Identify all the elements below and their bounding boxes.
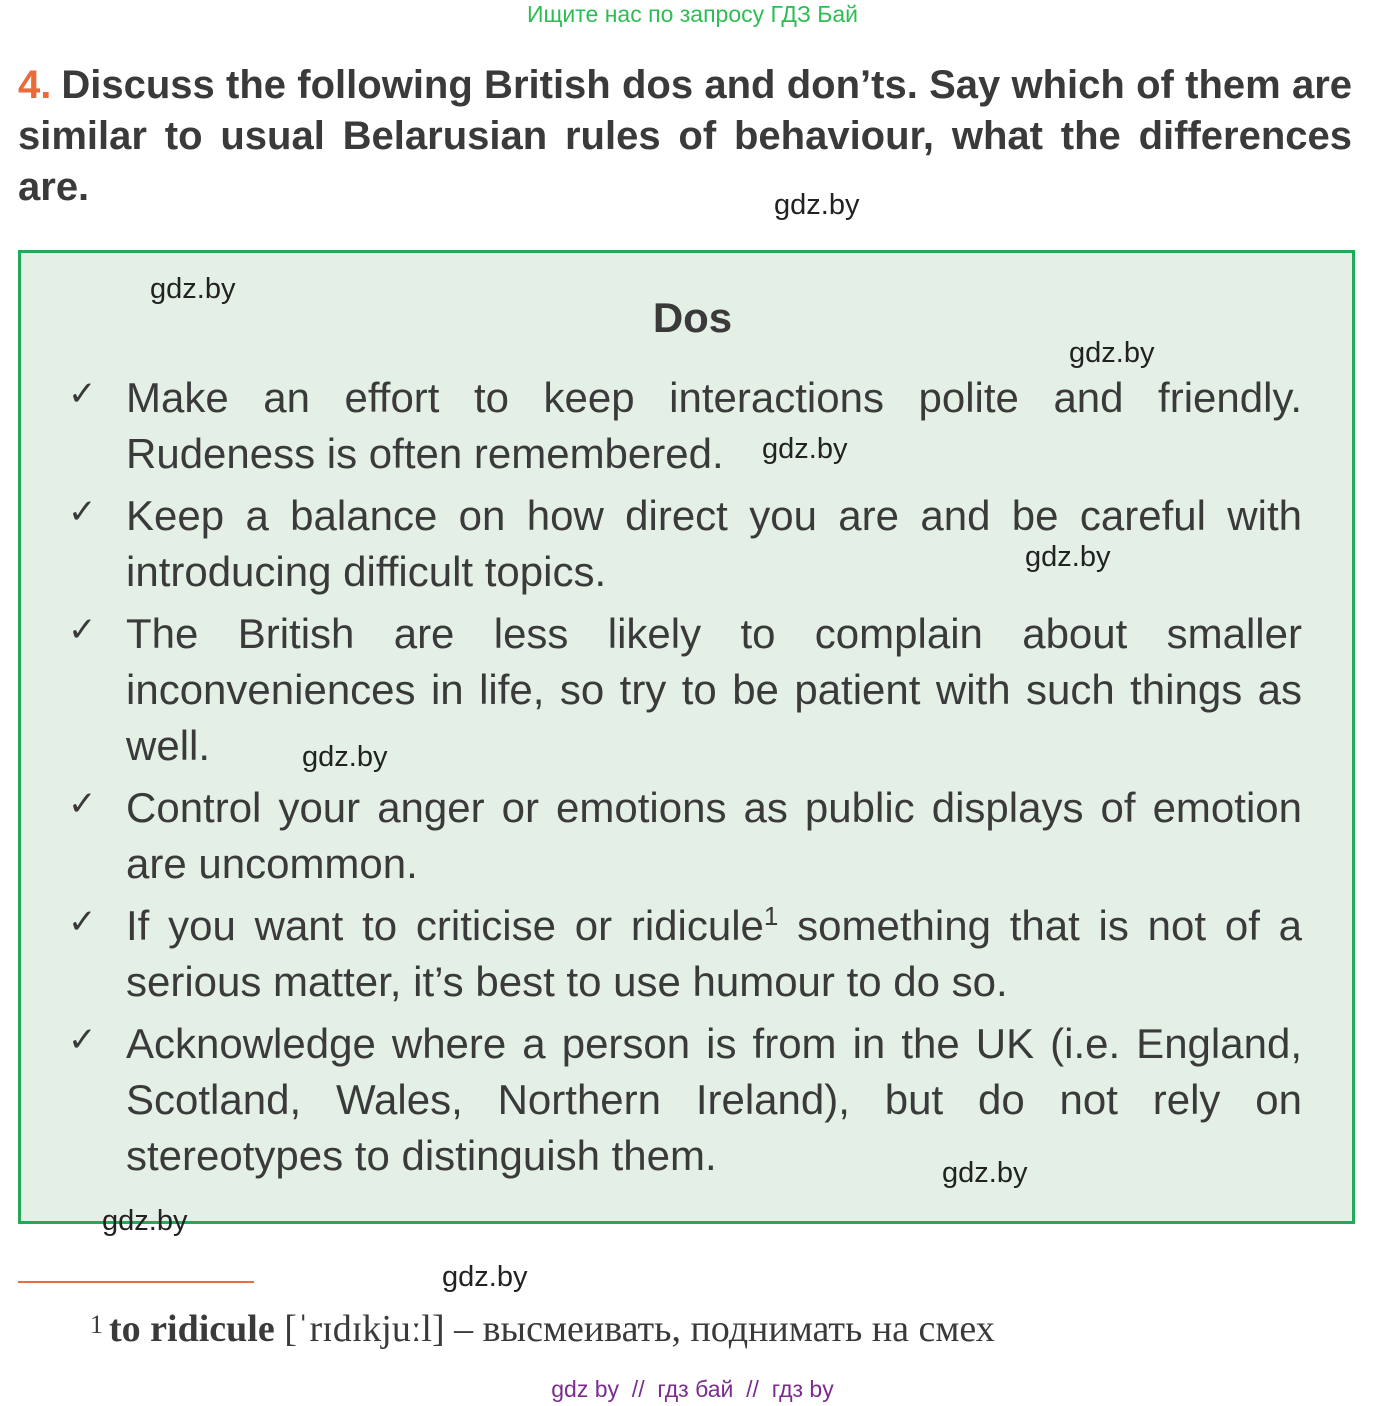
watermark: gdz.by	[774, 189, 860, 221]
list-item-text: Control your anger or emotions as public displays of emotion are uncommon.	[126, 784, 1302, 887]
footnote-divider	[18, 1281, 254, 1283]
footnote-reference: 1	[763, 901, 779, 931]
check-icon: ✓	[68, 610, 97, 650]
footnote-transcription: [ˈrɪdɪkjuːl]	[274, 1308, 445, 1350]
watermark: gdz.by	[942, 1157, 1028, 1189]
bottom-banner: gdz by // гдз бай // гдз by	[551, 1376, 834, 1402]
list-item-text: Keep a balance on how direct you are and be careful with introducing difficult topics.	[126, 492, 1302, 595]
list-item-text: Make an effort to keep interactions polite and friendly. Rudeness is often remembered.	[126, 374, 1302, 477]
watermark: gdz.by	[1025, 541, 1111, 573]
task-instruction	[18, 60, 1352, 213]
footnote-word: to ridicule	[109, 1308, 275, 1350]
watermark: gdz.by	[762, 433, 848, 465]
watermark: gdz.by	[102, 1205, 188, 1237]
list-item	[0, 898, 1385, 1010]
watermark: gdz.by	[442, 1261, 528, 1293]
watermark: gdz.by	[150, 273, 236, 305]
dos-list	[0, 370, 1385, 1190]
top-banner: Ищите нас по запросу ГДЗ Бай	[526, 1, 859, 27]
check-icon: ✓	[68, 902, 97, 942]
list-item	[0, 1016, 1385, 1184]
watermark: gdz.by	[1069, 337, 1155, 369]
list-item-text-start: If you want to criticise or ridicule	[126, 902, 764, 949]
list-item-text: Acknowledge where a person is from in the UK (i.e. England, Scotland, Wales, Northern Ireland), but do not rely on stereotypes to distinguish them.	[126, 1020, 1302, 1179]
footnote-translation: – высмеивать, поднимать на смех	[444, 1308, 995, 1350]
list-item	[0, 780, 1385, 892]
footnote-term	[109, 1308, 445, 1350]
list-item	[0, 488, 1385, 600]
footnote-mark: 1	[90, 1310, 103, 1339]
list-item-text: The British are less likely to complain about smaller inconveniences in life, so try to be patient with such things as well.	[126, 610, 1302, 769]
footnote	[90, 1304, 995, 1354]
check-icon: ✓	[68, 374, 97, 414]
check-icon: ✓	[68, 784, 97, 824]
check-icon: ✓	[68, 492, 97, 532]
dos-title: Dos	[652, 294, 733, 341]
task-text: Discuss the following British dos and don’ts. Say which of them are similar to usual Belarusian rules of behaviour, what the differences are.	[18, 63, 1352, 209]
task-number: 4.	[18, 63, 52, 107]
list-item	[0, 370, 1385, 482]
list-item-text	[126, 898, 1302, 1010]
list-item	[0, 606, 1385, 774]
check-icon: ✓	[68, 1020, 97, 1060]
list-item-text-end: something that is not of a serious matter, it’s best to use humour to do so.	[126, 902, 1303, 1005]
watermark: gdz.by	[302, 741, 388, 773]
